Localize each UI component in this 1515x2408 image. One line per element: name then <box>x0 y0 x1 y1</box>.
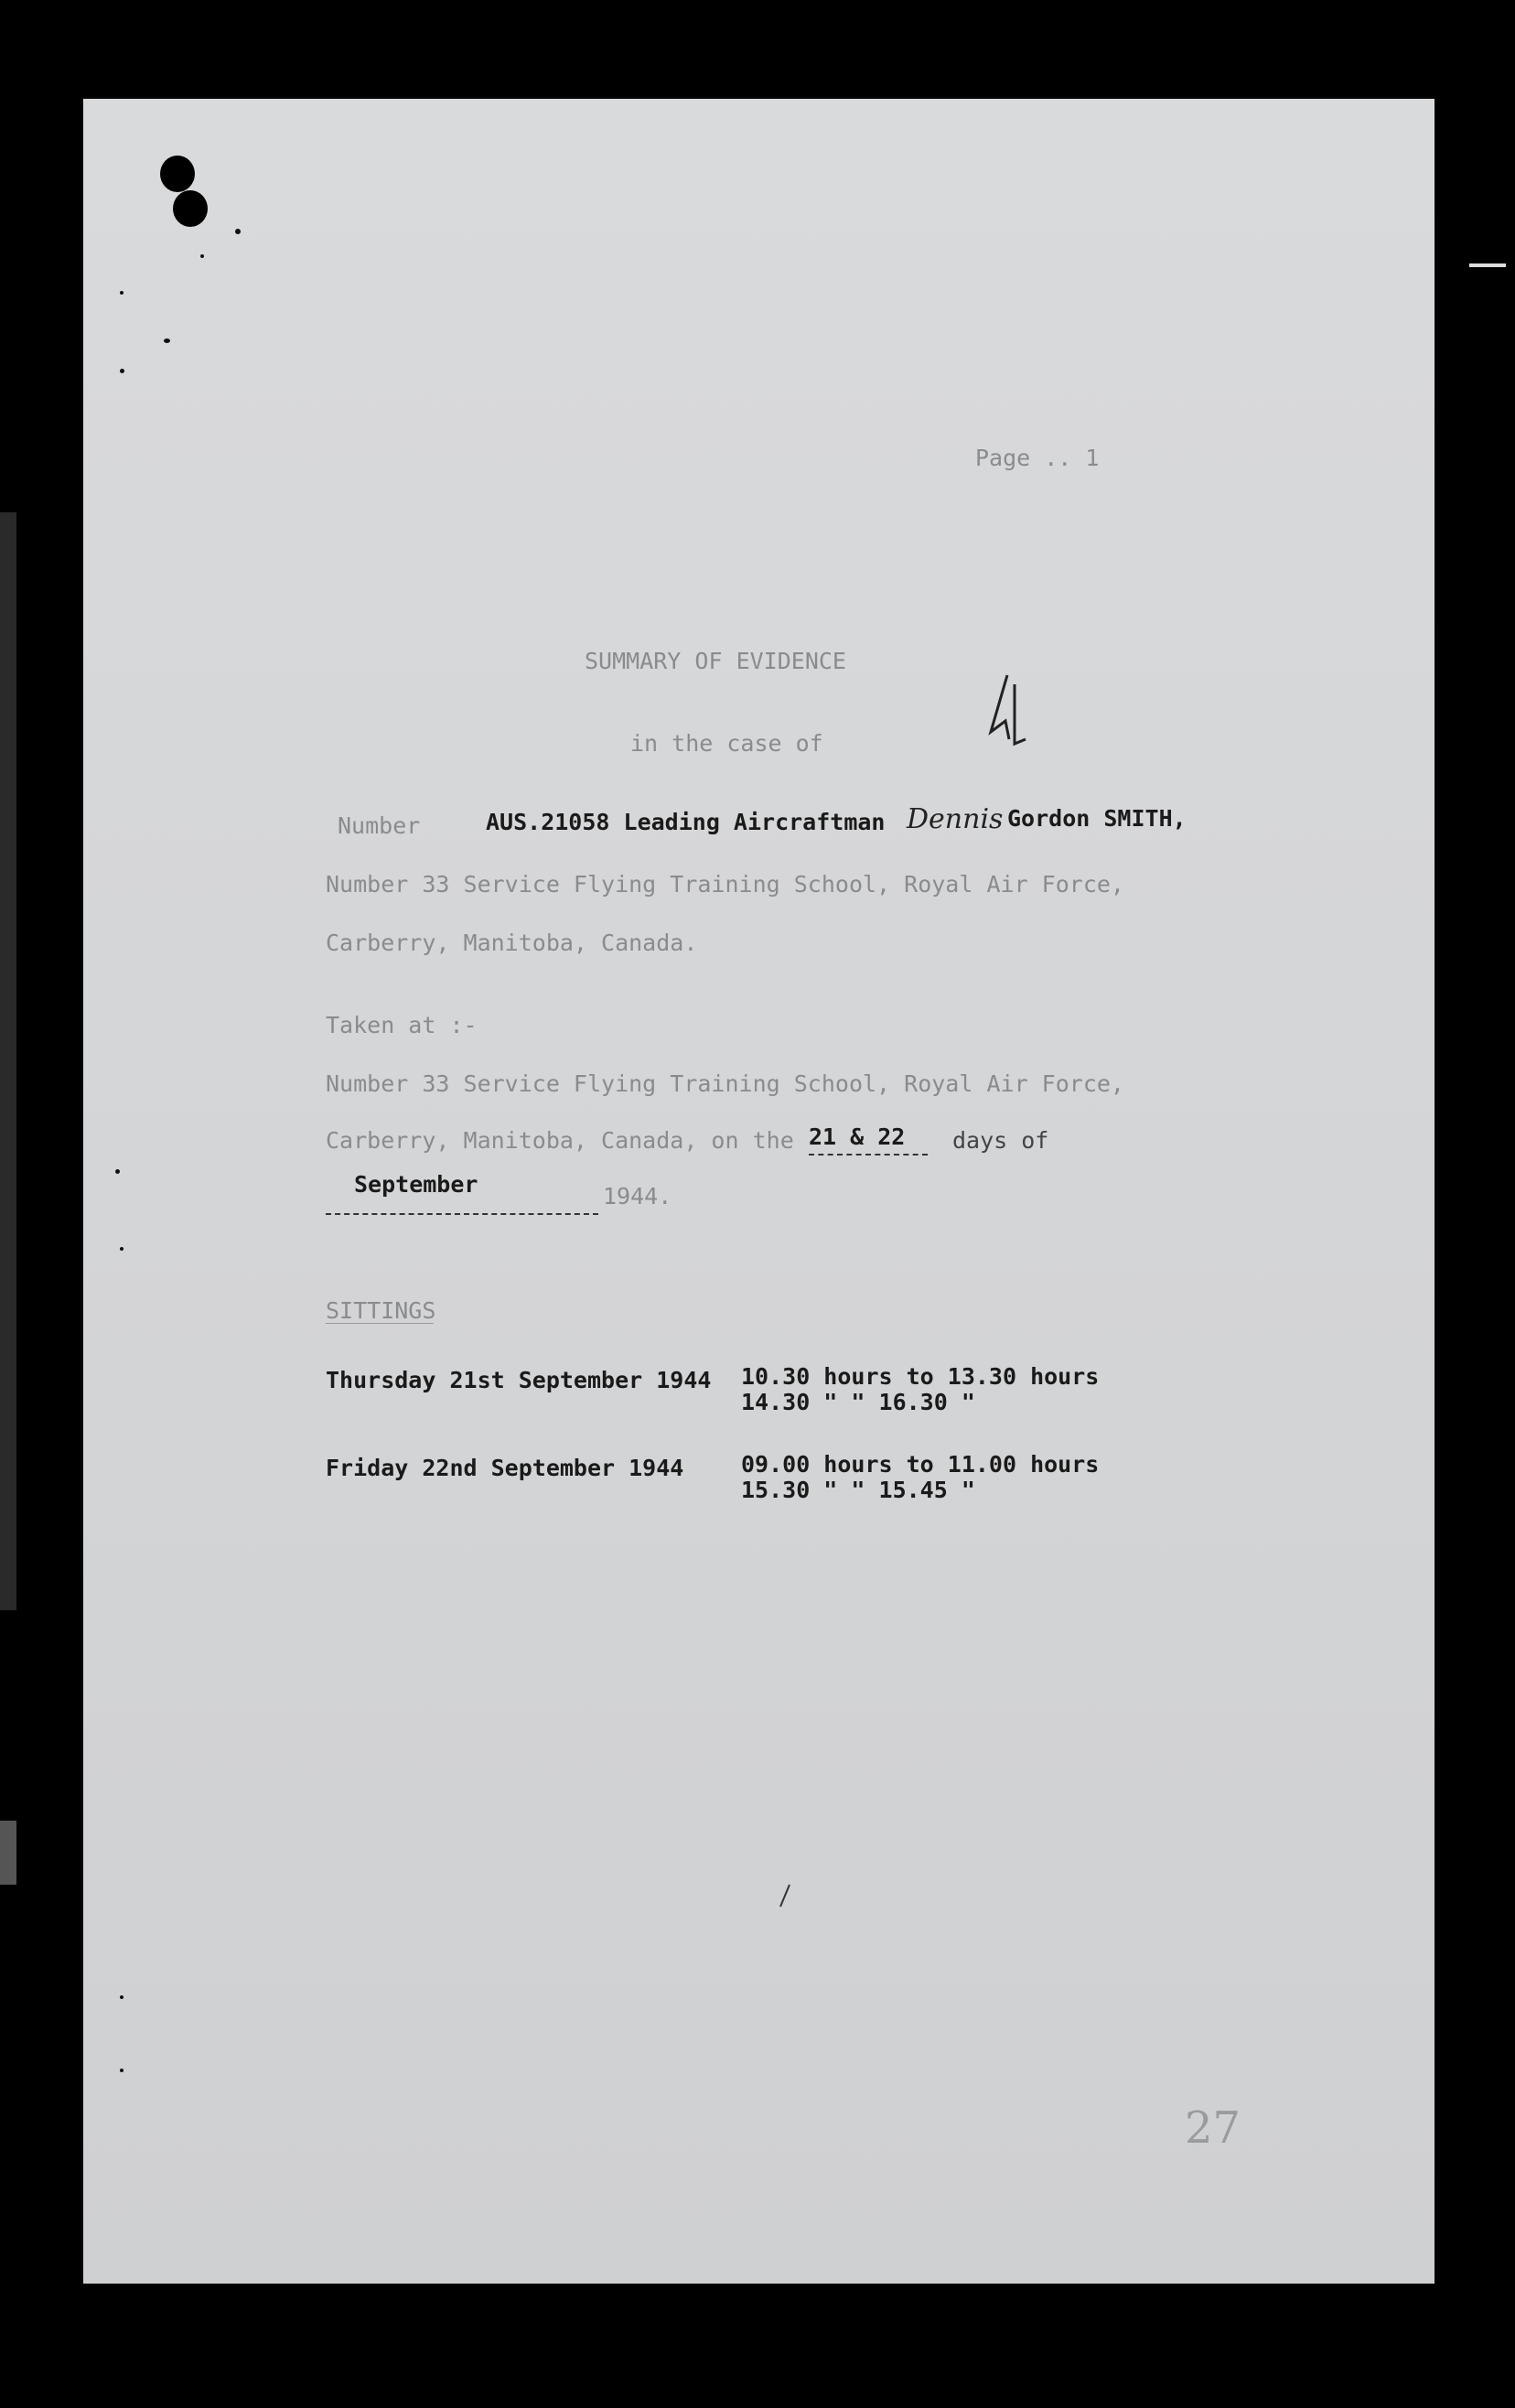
punch-hole <box>173 190 208 227</box>
document-title: SUMMARY OF EVIDENCE <box>585 648 846 674</box>
document-subtitle: in the case of <box>630 730 823 757</box>
speck <box>120 1247 124 1251</box>
taken-location-prefix: Carberry, Manitoba, Canada, on the <box>326 1127 794 1154</box>
taken-unit-line: Number 33 Service Flying Training School, Royal Air Force, <box>326 1070 1124 1097</box>
surname: Gordon SMITH, <box>1007 805 1187 832</box>
speck <box>115 1169 120 1174</box>
days-value: 21 & 22 <box>809 1123 906 1150</box>
scan-edge-strip <box>0 512 16 1610</box>
days-underline <box>809 1154 928 1156</box>
sitting-times: 10.30 hours to 13.30 hours <box>741 1363 1100 1390</box>
speck <box>164 339 170 343</box>
speck <box>120 1995 124 1999</box>
service-number-and-rank: AUS.21058 Leading Aircraftman <box>486 809 886 835</box>
speck <box>120 369 124 373</box>
number-label: Number <box>338 812 421 839</box>
speck <box>235 229 241 234</box>
pencil-tick-mark <box>777 1883 795 1910</box>
document-page <box>83 99 1434 2284</box>
punch-hole <box>160 156 195 192</box>
month-value: September <box>354 1171 478 1198</box>
speck <box>200 254 204 258</box>
scan-edge-strip <box>0 1821 16 1885</box>
speck <box>120 291 124 295</box>
handwritten-initials <box>971 666 1035 758</box>
scan-mark <box>1469 263 1506 267</box>
sittings-heading: SITTINGS <box>326 1297 436 1324</box>
days-of: days of <box>952 1127 1049 1154</box>
handwritten-first-name: Dennis <box>907 803 1004 835</box>
page-label: Page .. 1 <box>975 445 1100 471</box>
sitting-day: Thursday 21st September 1944 <box>326 1367 712 1393</box>
sittings-underline <box>326 1323 434 1324</box>
location-line: Carberry, Manitoba, Canada. <box>326 930 698 956</box>
unit-line: Number 33 Service Flying Training School, Royal Air Force, <box>326 871 1124 898</box>
sitting-times: 15.30 " " 15.45 " <box>741 1477 975 1503</box>
year: 1944. <box>603 1183 672 1209</box>
month-underline <box>326 1213 598 1215</box>
taken-at-label: Taken at :- <box>326 1012 478 1038</box>
sitting-times: 09.00 hours to 11.00 hours <box>741 1451 1100 1478</box>
sitting-times: 14.30 " " 16.30 " <box>741 1389 975 1415</box>
speck <box>120 2069 124 2072</box>
stamped-page-number: 27 <box>1185 2102 1241 2154</box>
sitting-day: Friday 22nd September 1944 <box>326 1455 684 1481</box>
